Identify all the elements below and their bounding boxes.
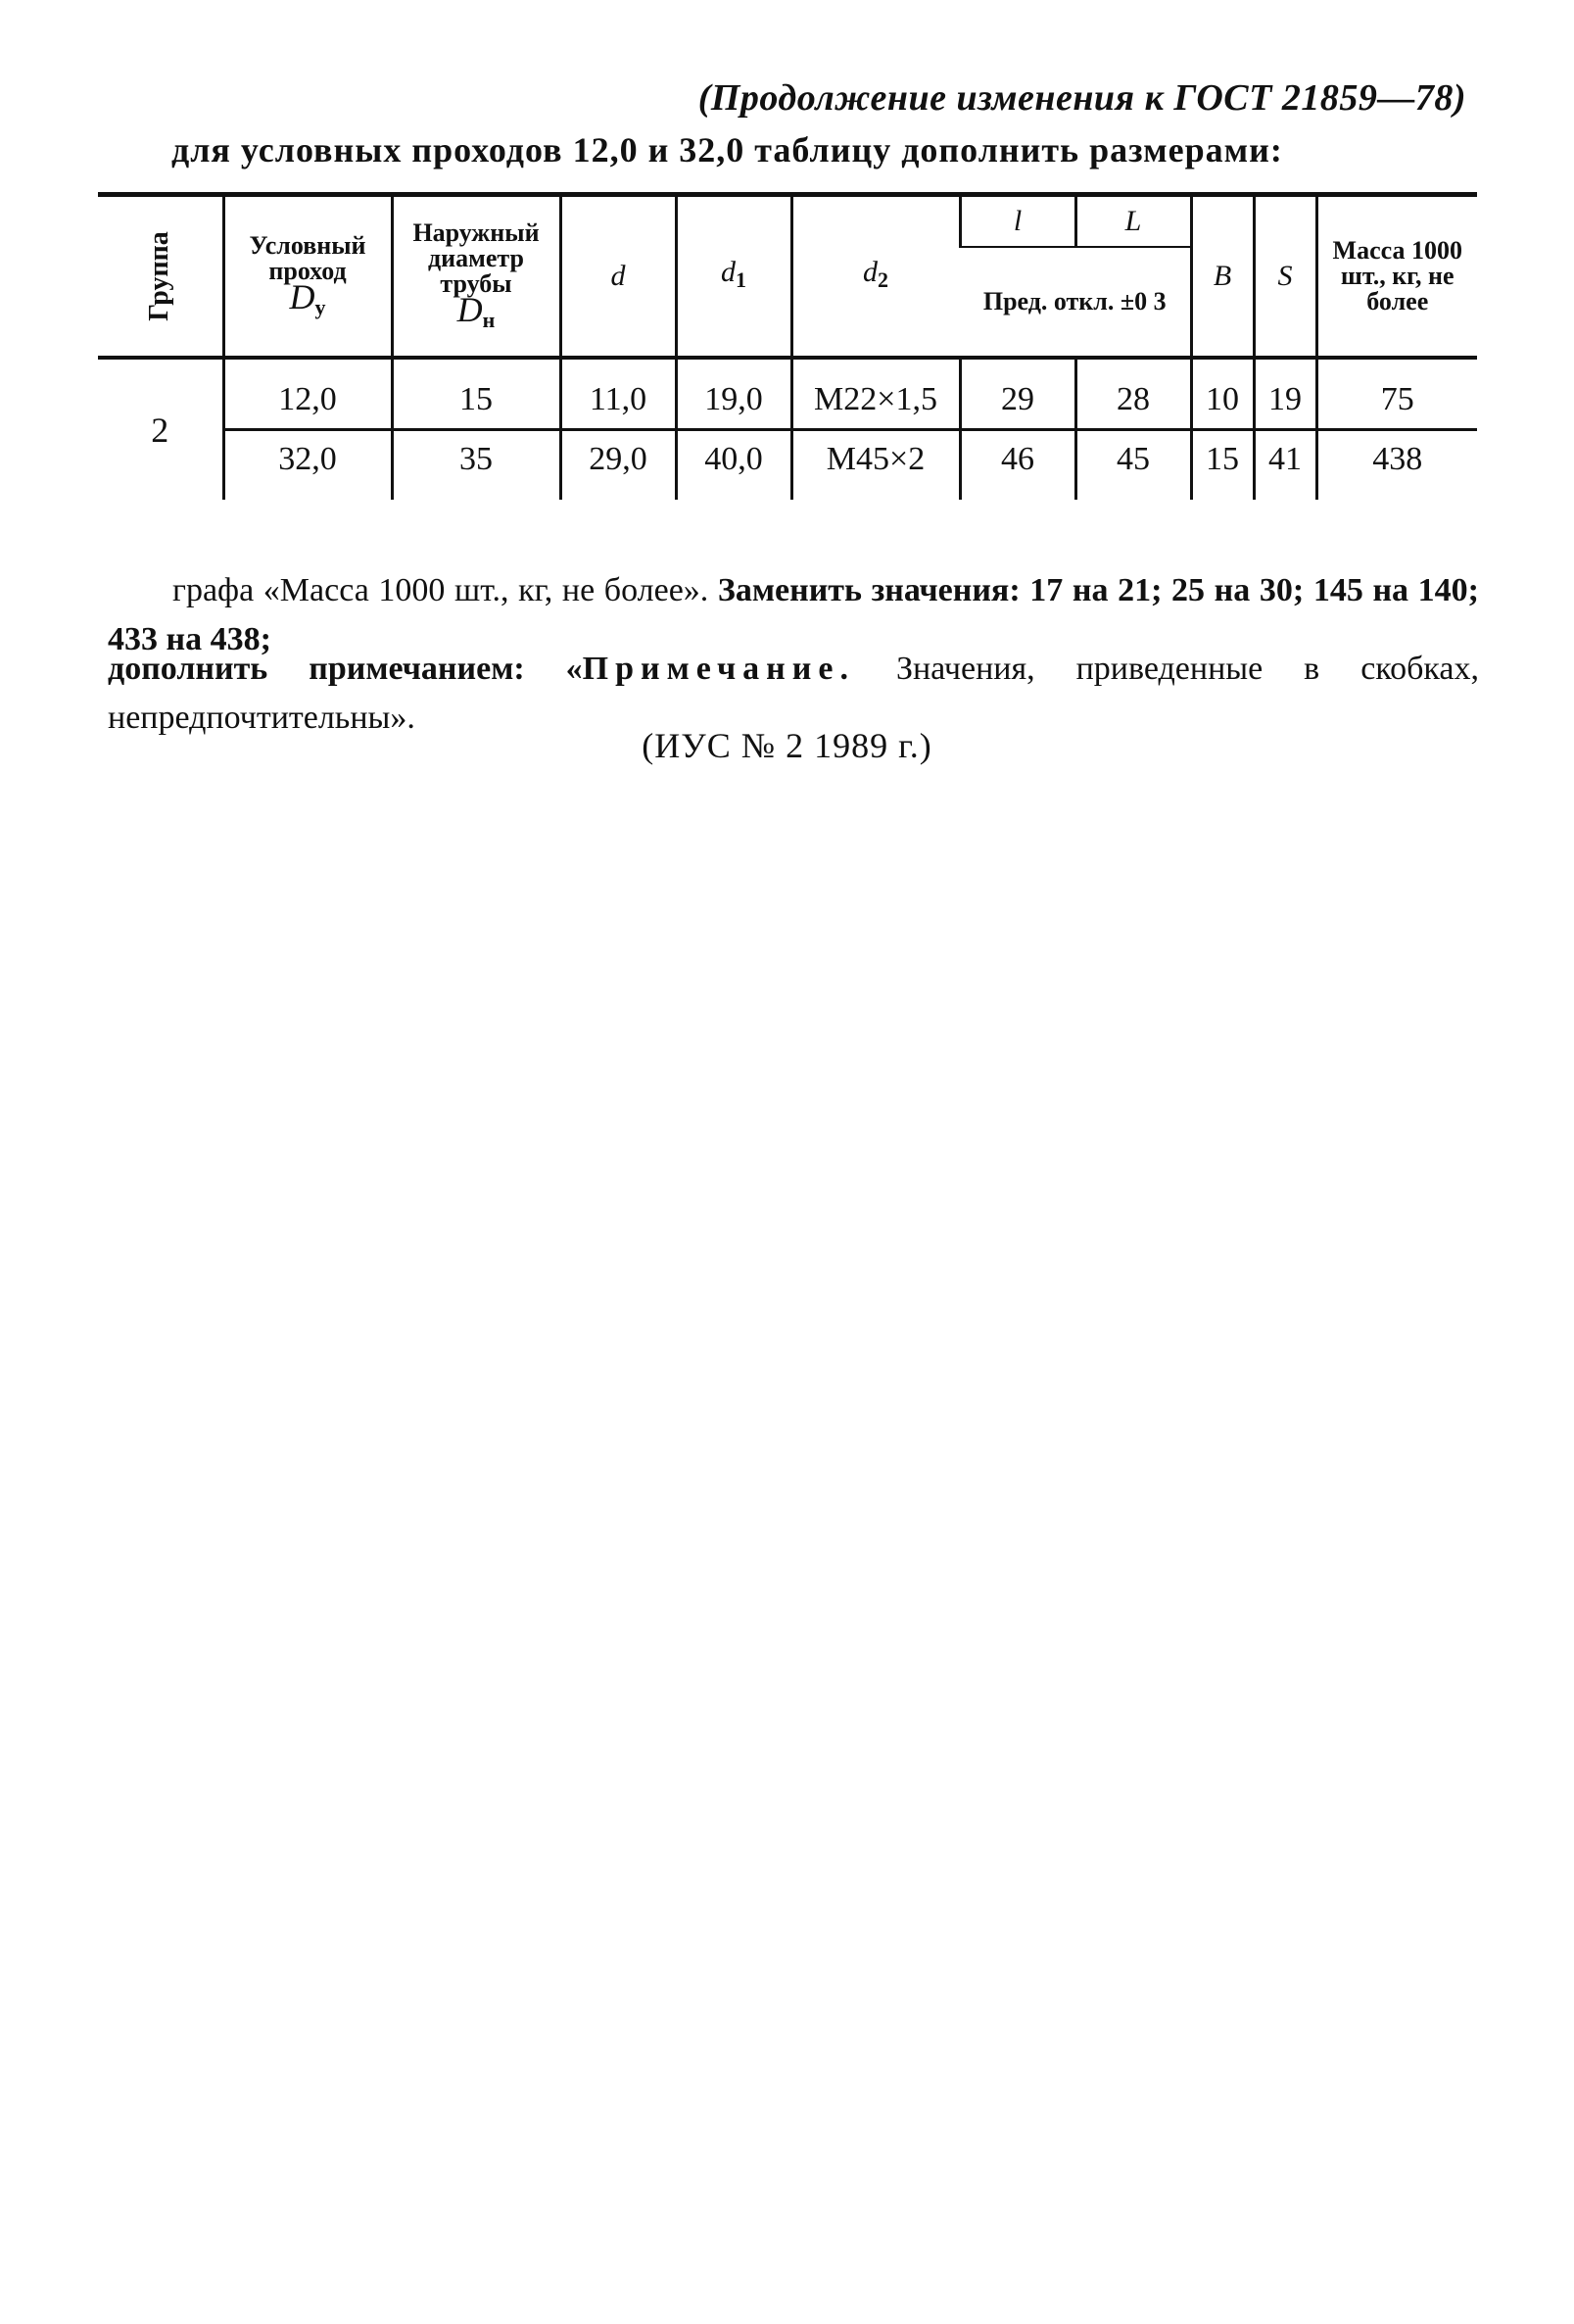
- cell-mass: 75: [1316, 358, 1477, 430]
- cell-d: 29,0: [560, 430, 676, 501]
- header-mass-label: Масса 1000 шт., кг, не более: [1332, 236, 1462, 315]
- header-group: [98, 195, 223, 359]
- paragraph2-note-word: Примечание.: [582, 651, 855, 687]
- header-d1-label: d: [721, 256, 736, 288]
- group-value: 2: [151, 410, 169, 450]
- paragraph1-body: Заменить значения: 17 на 21; 25 на 30; 145 на 140; 433 на 438;: [108, 572, 1479, 657]
- cell-nominal-bore: 12,0: [223, 358, 392, 430]
- paragraph2-rest: Значения, приведенные в скобках, непредпочтительны».: [108, 651, 1479, 736]
- header-L: [1075, 195, 1191, 248]
- intro-line: для условных проходов 12,0 и 32,0 таблицу дополнить размерами:: [171, 130, 1283, 169]
- cell-S: 41: [1254, 430, 1316, 501]
- cell-outer-diameter: 15: [392, 358, 560, 430]
- header-d1: [676, 195, 791, 359]
- header-outer-diameter-symbol: D: [456, 289, 483, 329]
- cell-B: 15: [1191, 430, 1254, 501]
- header-d2: [791, 195, 960, 359]
- header-l: [960, 195, 1075, 248]
- header-L-label: L: [1124, 204, 1142, 237]
- header-mass: [1316, 195, 1477, 359]
- cell-d2: M45×2: [791, 430, 960, 501]
- header-d2-label: d: [863, 256, 878, 288]
- header-group-label: Группа: [144, 231, 175, 321]
- header-l-label: l: [1013, 204, 1023, 237]
- cell-d1: 40,0: [676, 430, 791, 501]
- cell-d: 11,0: [560, 358, 676, 430]
- header-d: [560, 195, 676, 359]
- continuation-header: (Продолжение изменения к ГОСТ 21859—78): [697, 77, 1466, 119]
- header-d2-sub: 2: [878, 267, 888, 292]
- header-nominal-bore-sub: у: [314, 294, 326, 319]
- cell-l: 29: [960, 358, 1075, 430]
- header-d-label: d: [610, 259, 626, 292]
- header-nominal-bore-symbol: D: [289, 276, 315, 316]
- header-tolerance: Пред. откл. ±0 3: [960, 247, 1191, 358]
- header-outer-diameter: [392, 195, 560, 359]
- table-row: [98, 430, 1477, 501]
- header-S-label: S: [1277, 259, 1293, 292]
- header-outer-diameter-label: Наружный диаметр трубы: [412, 218, 540, 298]
- header-nominal-bore: [223, 195, 392, 359]
- header-d1-sub: 1: [736, 267, 746, 292]
- paragraph1-prefix: графа «Масса 1000 шт., кг, не более».: [172, 572, 709, 608]
- cell-d2: M22×1,5: [791, 358, 960, 430]
- header-B: [1191, 195, 1254, 359]
- cell-L: 45: [1075, 430, 1191, 501]
- header-outer-diameter-sub: н: [482, 307, 496, 332]
- paragraph2-lead: дополнить примечанием: «: [108, 651, 583, 687]
- cell-L: 28: [1075, 358, 1191, 430]
- cell-outer-diameter: 35: [392, 430, 560, 501]
- cell-nominal-bore: 32,0: [223, 430, 392, 501]
- cell-l: 46: [960, 430, 1075, 501]
- table-row: [98, 358, 1477, 430]
- cell-S: 19: [1254, 358, 1316, 430]
- dimensions-table-wrap: [98, 192, 1477, 500]
- header-nominal-bore-label: Условный проход: [249, 230, 366, 285]
- header-S: [1254, 195, 1316, 359]
- cell-mass: 438: [1316, 430, 1477, 501]
- cell-B: 10: [1191, 358, 1254, 430]
- dimensions-table: [98, 192, 1477, 500]
- header-B-label: B: [1213, 259, 1232, 292]
- cell-d1: 19,0: [676, 358, 791, 430]
- source-reference: (ИУС № 2 1989 г.): [642, 726, 932, 765]
